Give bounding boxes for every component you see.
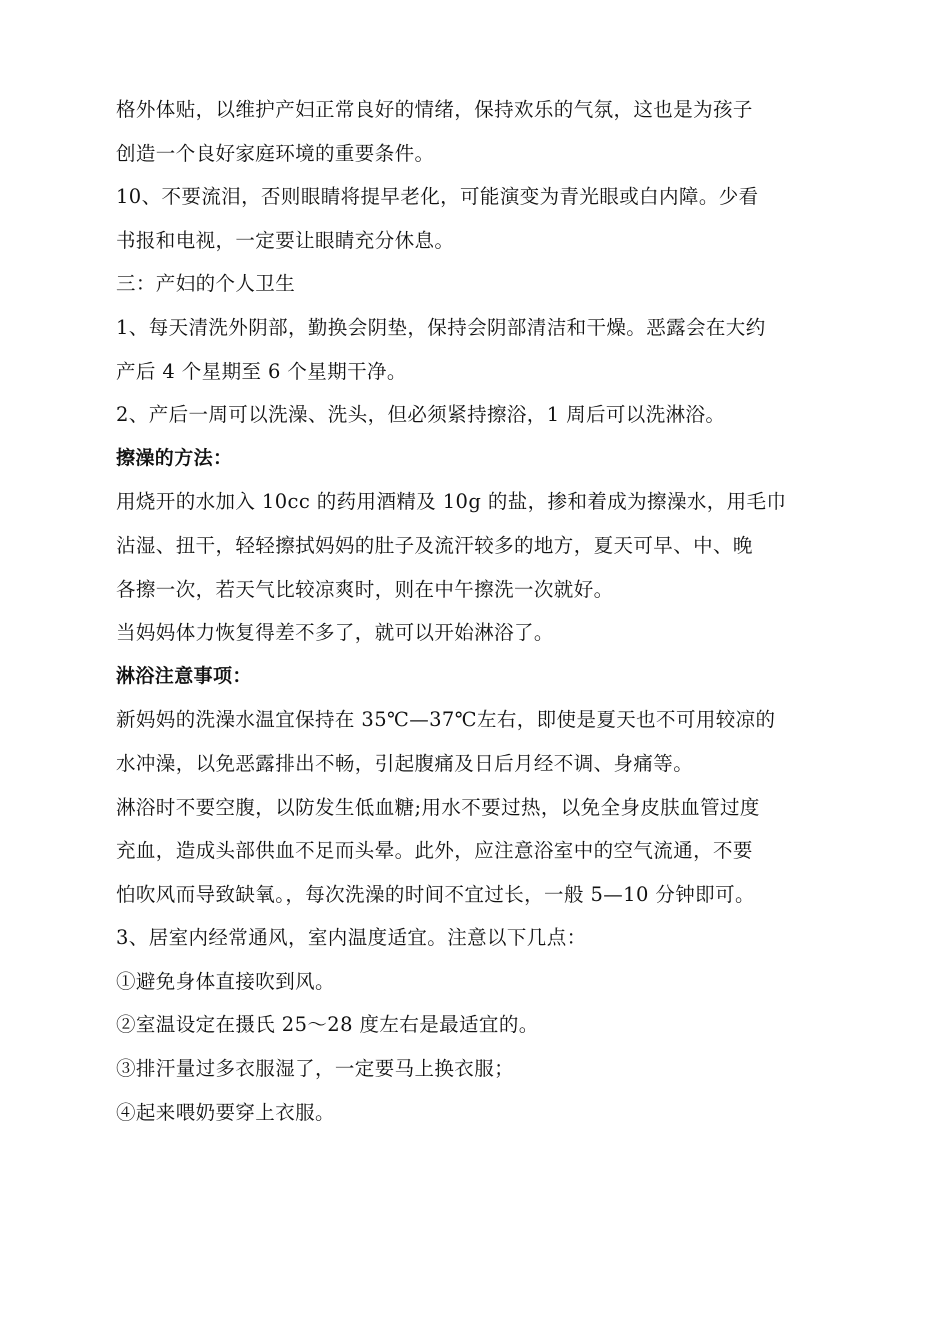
text-line: 新妈妈的洗澡水温宜保持在 35℃—37℃左右，即使是夏天也不可用较凉的 [116, 708, 776, 732]
text-line: 水冲澡，以免恶露排出不畅，引起腹痛及日后月经不调、身痛等。 [116, 751, 694, 775]
text-line: 格外体贴，以维护产妇正常良好的情绪，保持欢乐的气氛，这也是为孩子 [116, 98, 753, 121]
text-line: 淋浴时不要空腹，以防发生低血糖;用水不要过热，以免全身皮肤血管过度 [116, 795, 760, 819]
text-line: 三：产妇的个人卫生 [116, 272, 296, 296]
text-line: 沾湿、扭干，轻轻擦拭妈妈的肚子及流汗较多的地方，夏天可早、中、晚 [116, 533, 753, 557]
section-heading: 淋浴注意事项： [116, 664, 252, 687]
text-line: 1、每天清洗外阴部，勤换会阴垫，保持会阴部清洁和干燥。恶露会在大约 [116, 315, 766, 339]
text-line: ③排汗量过多衣服湿了，一定要马上换衣服； [116, 1057, 515, 1081]
text-line: 创造一个良好家庭环境的重要条件。 [116, 141, 435, 165]
document-page [116, 88, 846, 1134]
section-heading: 擦澡的方法： [116, 446, 233, 469]
text-line: 3、居室内经常通风，室内温度适宜。注意以下几点： [116, 926, 587, 950]
text-line: 产后 4 个星期至 6 个星期干净。 [116, 359, 407, 383]
text-line: ①避免身体直接吹到风。 [116, 969, 335, 993]
text-line: 各擦一次，若天气比较凉爽时，则在中午擦洗一次就好。 [116, 577, 614, 601]
text-line: 2、产后一周可以洗澡、洗头，但必须紧持擦浴，1 周后可以洗淋浴。 [116, 403, 726, 427]
text-line: 书报和电视，一定要让眼睛充分休息。 [116, 228, 455, 252]
text-line: 充血，造成头部供血不足而头晕。此外，应注意浴室中的空气流通，不要 [116, 839, 753, 863]
text-line: 10、不要流泪，否则眼睛将提早老化，可能演变为青光眼或白内障。少看 [116, 185, 759, 209]
text-line: ②室温设定在摄氏 25～28 度左右是最适宜的。 [116, 1013, 539, 1037]
text-line: 用烧开的水加入 10cc 的药用酒精及 10g 的盐，掺和着成为擦澡水，用毛巾 [116, 490, 787, 514]
text-line: 怕吹风而导致缺氧。，每次洗澡的时间不宜过长，一般 5—10 分钟即可。 [116, 882, 755, 906]
text-line: 当妈妈体力恢复得差不多了，就可以开始淋浴了。 [116, 621, 554, 645]
text-line: ④起来喂奶要穿上衣服。 [116, 1100, 335, 1124]
